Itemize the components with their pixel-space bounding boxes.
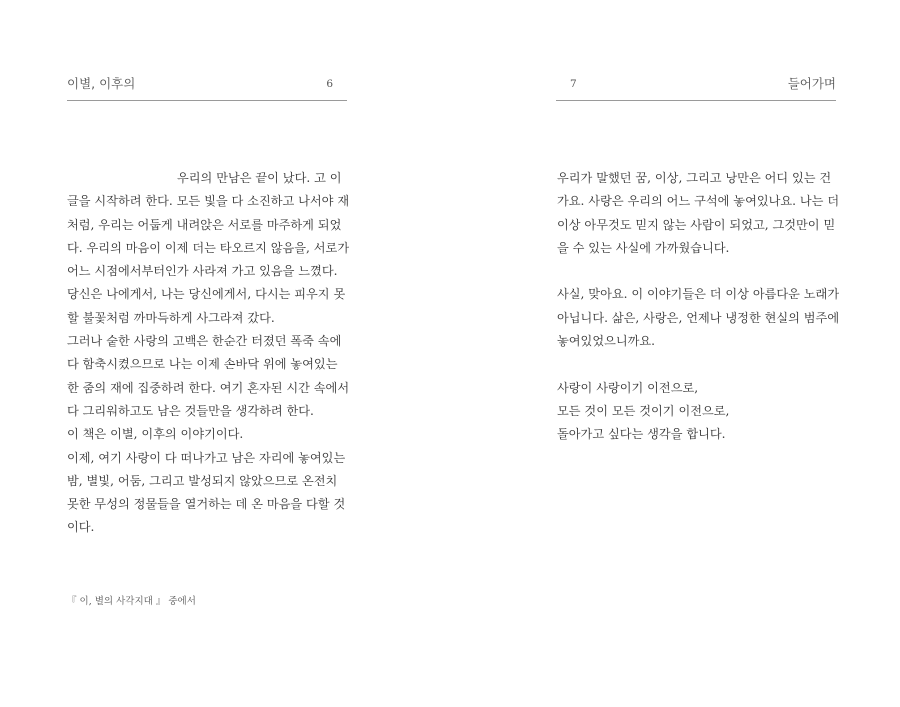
left-page-header [67,74,347,96]
text-line: 다 그리워하고도 남은 것들만을 생각하려 한다. [67,403,314,418]
text-line: 한 줌의 재에 집중하려 한다. 여기 혼자된 시간 속에서 [67,380,349,395]
text-line: 밤, 별빛, 어둠, 그리고 발성되지 않았으므로 온전치 [67,473,338,488]
text-line: 못한 무성의 정물들을 열거하는 데 온 마음을 다할 것 [67,497,346,512]
right-page-header [556,74,836,96]
text-line: 을 수 있는 사실에 가까웠습니다. [557,240,730,255]
text-line: 다 함축시켰으므로 나는 이제 손바닥 위에 놓여있는 [67,357,338,372]
text-line: 돌아가고 싶다는 생각을 합니다. [557,427,726,442]
text-line: 이다. [67,520,95,535]
page-number: 6 [326,78,333,90]
text-line: 글을 시작하려 한다. 모든 빛을 다 소진하고 나서야 재 [67,194,349,209]
running-head-title: 이별, 이후의 [67,76,136,91]
text-line: 모든 것이 모든 것이기 이전으로, [557,403,730,418]
paragraph [557,283,839,353]
text-line: 우리가 말했던 꿈, 이상, 그리고 낭만은 어디 있는 건 [557,171,832,185]
header-rule [556,100,836,101]
running-head-title: 들어가며 [787,76,836,91]
paragraph-gap [557,353,839,376]
left-body-text [67,167,349,540]
text-line: 사실, 맞아요. 이 이야기들은 더 이상 아름다운 노래가 [557,287,839,302]
page-number: 7 [570,78,577,90]
header-rule [67,100,347,101]
text-line: 놓여있었으니까요. [557,334,656,349]
text-line: 할 불꽃처럼 까마득하게 사그라져 갔다. [67,310,275,325]
text-line: 당신은 나에게서, 나는 당신에게서, 다시는 피우지 못 [67,287,346,302]
source-note: 『 이, 별의 사각지대 』 중에서 [67,596,196,607]
text-line: 처럼, 우리는 어둡게 내려앉은 서로를 마주하게 되었 [67,217,342,232]
text-line: 우리의 만남은 끝이 났다. 고 이 [177,171,342,185]
text-line: 다. 우리의 마음이 이제 더는 타오르지 않음을, 서로가 [67,240,349,255]
text-line: 아닙니다. 삶은, 사랑은, 언제나 냉정한 현실의 범주에 [557,310,839,325]
paragraph-gap [557,260,839,283]
paragraph [557,167,839,260]
text-line: 이제, 여기 사랑이 다 떠나가고 남은 자리에 놓여있는 [67,450,346,465]
right-body-text [557,167,839,447]
text-line: 이상 아무것도 믿지 않는 사람이 되었고, 그것만이 믿 [557,217,836,232]
paragraph [557,377,839,447]
text-line: 사랑이 사랑이기 이전으로, [557,380,699,395]
text-line: 가요. 사랑은 우리의 어느 구석에 놓여있나요. 나는 더 [557,194,839,209]
right-page [450,0,900,707]
text-line: 이 책은 이별, 이후의 이야기이다. [67,427,244,442]
text-line: 그러나 숱한 사랑의 고백은 한순간 터졌던 폭죽 속에 [67,334,342,349]
text-line: 어느 시점에서부터인가 사라져 가고 있음을 느꼈다. [67,264,338,279]
